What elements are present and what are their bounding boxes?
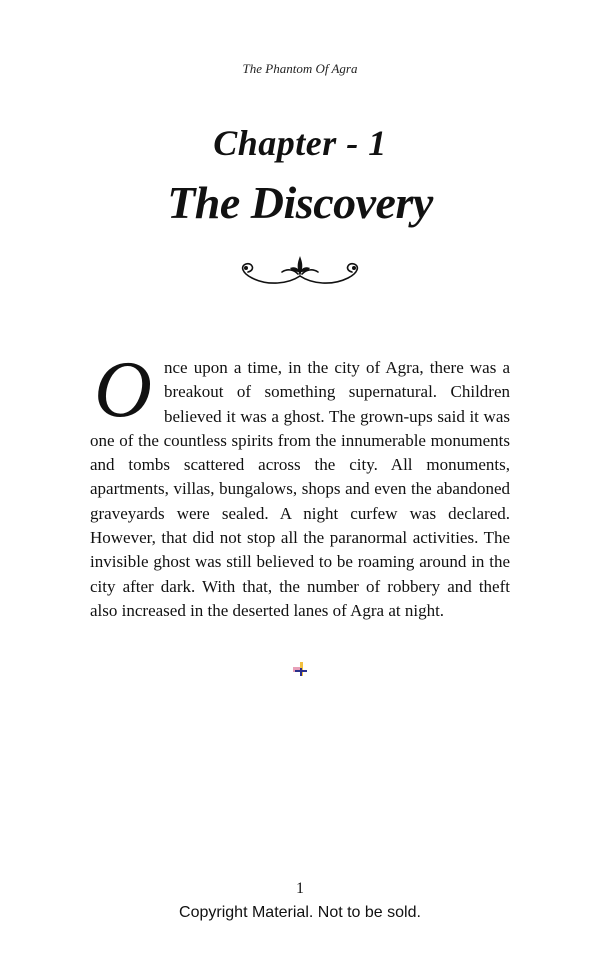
page-number: 1: [296, 880, 304, 897]
flourish-divider-icon: [232, 254, 368, 290]
running-header: The Phantom Of Agra: [242, 61, 358, 76]
copyright-notice: Copyright Material. Not to be sold.: [179, 904, 421, 921]
chapter-label: Chapter - 1: [213, 123, 387, 163]
drop-cap: O: [94, 346, 152, 434]
chapter-title: The Discovery: [167, 177, 433, 228]
body-paragraph: nce upon a time, in the city of Agra, there was a breakout of something supernatural. Children believed it was a ghost. The grown-ups said it was one of the countless spirits from the innumerable monuments and tombs scattered across the city. All monuments, apartments, villas, bungalows, shops and even the abandoned graveyards were sealed. A night curfew was declared. However, that did not stop all the paranormal activities. The invisible ghost was still believed to be roaming around in the city after dark. With that, the number of robbery and theft also increased in the deserted lanes of Agra at night.: [90, 358, 510, 620]
chapter-body: [90, 346, 510, 623]
scene-break-icon: [291, 660, 309, 678]
